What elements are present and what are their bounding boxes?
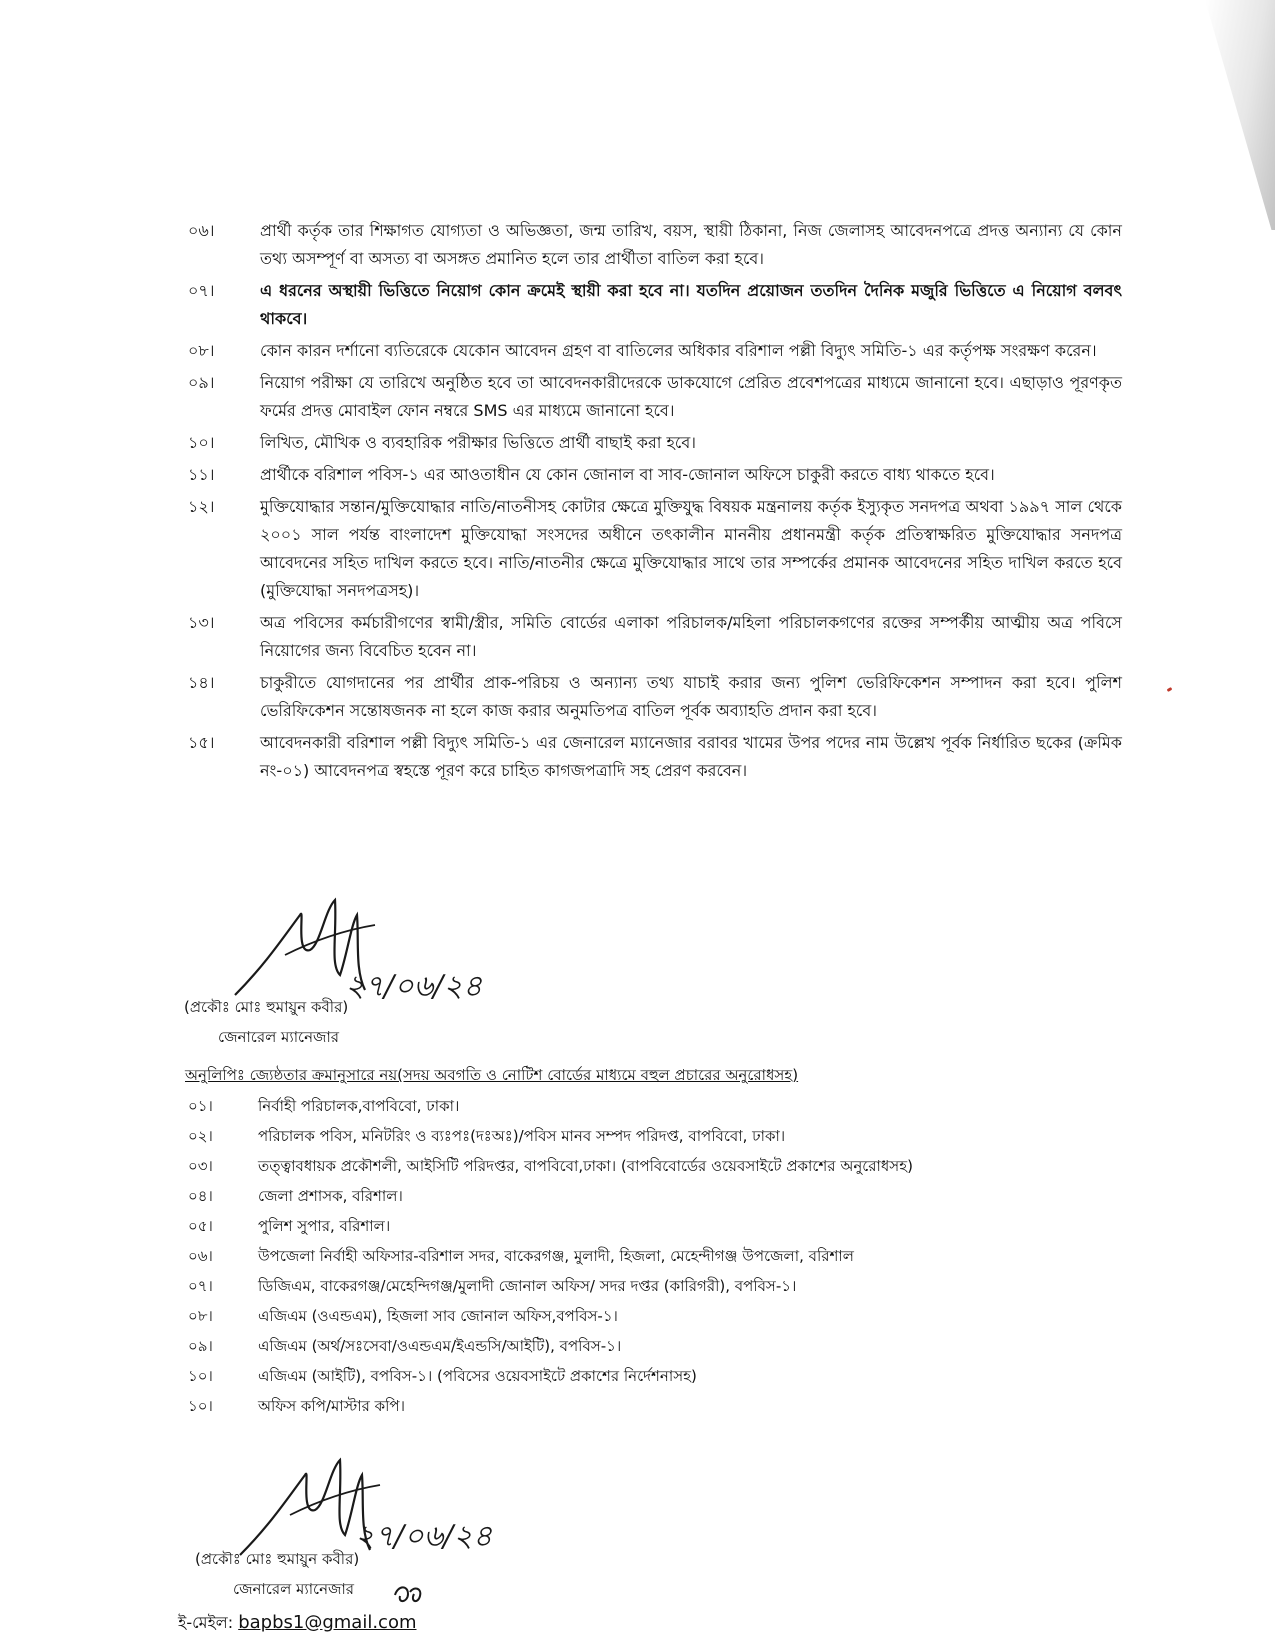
email-label: ই-মেইল: bbox=[178, 1613, 234, 1632]
email-address[interactable]: bapbs1@gmail.com bbox=[238, 1612, 417, 1633]
copy-to-item: ০৬। উপজেলা নির্বাহী অফিসার-বরিশাল সদর, বাকেরগঞ্জ, মুলাদী, হিজলা, মেহেন্দীগঞ্জ উপজেলা, বরিশাল bbox=[188, 1247, 854, 1265]
scan-fold-shadow bbox=[1205, 0, 1275, 230]
copy-to-item: ০৯। এজিএম (অর্থ/সঃসেবা/ওএন্ডএম/ইএন্ডসি/আইটি), বপবিস-১। bbox=[188, 1337, 622, 1355]
clause-15: ১৫। আবেদনকারী বরিশাল পল্লী বিদ্যুৎ সমিতি-১ এর জেনারেল ম্যানেজার বরাবর খামের উপর পদের নাম উল্লেখ পূর্বক নির্ধারিত ছকের (ক্রমিক নং-০১) আবেদনপত্র স্বহস্তে পূরণ করে চাহিত কাগজপত্রাদি সহ প্রেরণ করবেন। bbox=[188, 733, 1122, 780]
clause-12: ১২। মুক্তিযোদ্ধার সন্তান/মুক্তিযোদ্ধার নাতি/নাতনীসহ কোটার ক্ষেত্রে মুক্তিযুদ্ধ বিষয়ক মন্ত্রনালয় কর্তৃক ইস্যুকৃত সনদপত্র অথবা ১৯৯৭ সাল থেকে ২০০১ সাল পর্যন্ত বাংলাদেশ মুক্তিযোদ্ধা সংসদের অধীনে তৎকালীন মাননীয় প্রধানমন্ত্রী কর্তৃক প্রতিস্বাক্ষরিত মুক্তিযোদ্ধার সনদপত্র আবেদনের সহিত দাখিল করতে হবে। নাতি/নাতনীর ক্ষেত্রে মুক্তিযোদ্ধার সাথে তার সম্পর্কের প্রমানক আবেদনের সহিত দাখিল করতে হবে (মুক্তিযোদ্ধা সনদপত্রসহ)। bbox=[188, 497, 1122, 600]
copy-to-heading: অনুলিপিঃ জ্যেষ্ঠতার ক্রমানুসারে নয়(সদয় অবগতি ও নোটিশ বোর্ডের মাধ্যমে বহুল প্রচারের অনুরোধসহ) bbox=[185, 1066, 799, 1084]
copy-to-item: ০২। পরিচালক পবিস, মনিটরিং ও ব্যঃপঃ(দঃঅঃ)/পবিস মানব সম্পদ পরিদপ্ত, বাপবিবো, ঢাকা। bbox=[188, 1127, 786, 1145]
handwritten-date-2 bbox=[355, 1510, 575, 1570]
copy-to-item: ০৪। জেলা প্রশাসক, বরিশাল। bbox=[188, 1187, 403, 1205]
scan-speck bbox=[1167, 687, 1173, 692]
signatory-designation-2: জেনারেল ম্যানেজার bbox=[233, 1580, 355, 1598]
copy-to-item: ০৭। ডিজিএম, বাকেরগঞ্জ/মেহেন্দিগঞ্জ/মুলাদী জোনাল অফিস/ সদর দপ্তর (কারিগরী), বপবিস-১। bbox=[188, 1277, 797, 1295]
copy-to-item: ১০। এজিএম (আইটি), বপবিস-১। (পবিসের ওয়েবসাইটে প্রকাশের নির্দেশনাসহ) bbox=[188, 1367, 697, 1385]
signatory-name-2: (প্রকৌঃ মোঃ হুমায়ুন কবীর) bbox=[195, 1550, 360, 1568]
contact-email bbox=[178, 1610, 417, 1637]
handwritten-date-1-text: ২৭/০৬/২৪ bbox=[345, 969, 483, 1004]
initial-mark bbox=[390, 1580, 430, 1610]
copy-to-item: ১০। অফিস কপি/মাস্টার কপি। bbox=[188, 1397, 405, 1415]
clause-08: ০৮। কোন কারন দর্শানো ব্যতিরেকে যেকোন আবেদন গ্রহণ বা বাতিলের অধিকার বরিশাল পল্লী বিদ্যুৎ সমিতি-১ এর কর্তৃপক্ষ সংরক্ষণ করেন। bbox=[188, 341, 1097, 360]
copy-to-item: ০৩। তত্ত্বাবধায়ক প্রকৌশলী, আইসিটি পরিদপ্তর, বাপবিবো,ঢাকা। (বাপবিবোর্ডের ওয়েবসাইটে প্রকাশের অনুরোধসহ) bbox=[188, 1157, 913, 1175]
signatory-name-1: (প্রকৌঃ মোঃ হুমায়ুন কবীর) bbox=[184, 998, 349, 1016]
clause-10: ১০। লিখিত, মৌখিক ও ব্যবহারিক পরীক্ষার ভিত্তিতে প্রার্থী বাছাই করা হবে। bbox=[188, 433, 696, 452]
clause-07: ০৭। এ ধরনের অস্থায়ী ভিত্তিতে নিয়োগ কোন ক্রমেই স্থায়ী করা হবে না। যতদিন প্রয়োজন ততদিন দৈনিক মজুরি ভিত্তিতে এ নিয়োগ বলবৎ থাকবে। bbox=[188, 281, 1122, 328]
copy-to-item: ০১। নির্বাহী পরিচালক,বাপবিবো, ঢাকা। bbox=[188, 1097, 460, 1115]
signatory-designation-1: জেনারেল ম্যানেজার bbox=[218, 1028, 340, 1046]
clause-09: ০৯। নিয়োগ পরীক্ষা যে তারিখে অনুষ্ঠিত হবে তা আবেদনকারীদেরকে ডাকযোগে প্রেরিত প্রবেশপত্রের মাধ্যমে জানানো হবে। এছাড়াও পূরণকৃত ফর্মের প্রদত্ত মোবাইল ফোন নম্বরে SMS এর মাধ্যমে জানানো হবে। bbox=[188, 373, 1122, 420]
copy-to-list bbox=[188, 1093, 1088, 1423]
copy-to-item: ০৫। পুলিশ সুপার, বরিশাল। bbox=[188, 1217, 391, 1235]
clause-06: ০৬। প্রার্থী কর্তৃক তার শিক্ষাগত যোগ্যতা ও অভিজ্ঞতা, জন্ম তারিখ, বয়স, স্থায়ী ঠিকানা, নিজ জেলাসহ আবেদনপত্রে প্রদত্ত অন্যান্য যে কোন তথ্য অসম্পূর্ণ বা অসত্য বা অসঙ্গত প্রমানিত হলে তার প্রার্থীতা বাতিল করা হবে। bbox=[188, 221, 1122, 268]
clause-13: ১৩। অত্র পবিসের কর্মচারীগণের স্বামী/স্ত্রীর, সমিতি বোর্ডের এলাকা পরিচালক/মহিলা পরিচালকগণের রক্তের সম্পর্কীয় আত্মীয় অত্র পবিসে নিয়োগের জন্য বিবেচিত হবেন না। bbox=[188, 613, 1122, 660]
conditions-list bbox=[188, 217, 1122, 789]
clause-11: ১১। প্রার্থীকে বরিশাল পবিস-১ এর আওতাধীন যে কোন জোনাল বা সাব-জোনাল অফিসে চাকুরী করতে বাধ্য থাকতে হবে। bbox=[188, 465, 995, 484]
clause-14: ১৪। চাকুরীতে যোগদানের পর প্রার্থীর প্রাক-পরিচয় ও অন্যান্য তথ্য যাচাই করার জন্য পুলিশ ভেরিফিকেশন সম্পাদন করা হবে। পুলিশ ভেরিফিকেশন সন্তোষজনক না হলে কাজ করার অনুমতিপত্র বাতিল পূর্বক অব্যাহতি প্রদান করা হবে। bbox=[188, 673, 1122, 720]
copy-to-item: ০৮। এজিএম (ওএন্ডএম), হিজলা সাব জোনাল অফিস,বপবিস-১। bbox=[188, 1307, 618, 1325]
handwritten-date-1 bbox=[345, 960, 545, 1020]
handwritten-date-2-text: ২৭/০৬/২৪ bbox=[355, 1519, 493, 1554]
